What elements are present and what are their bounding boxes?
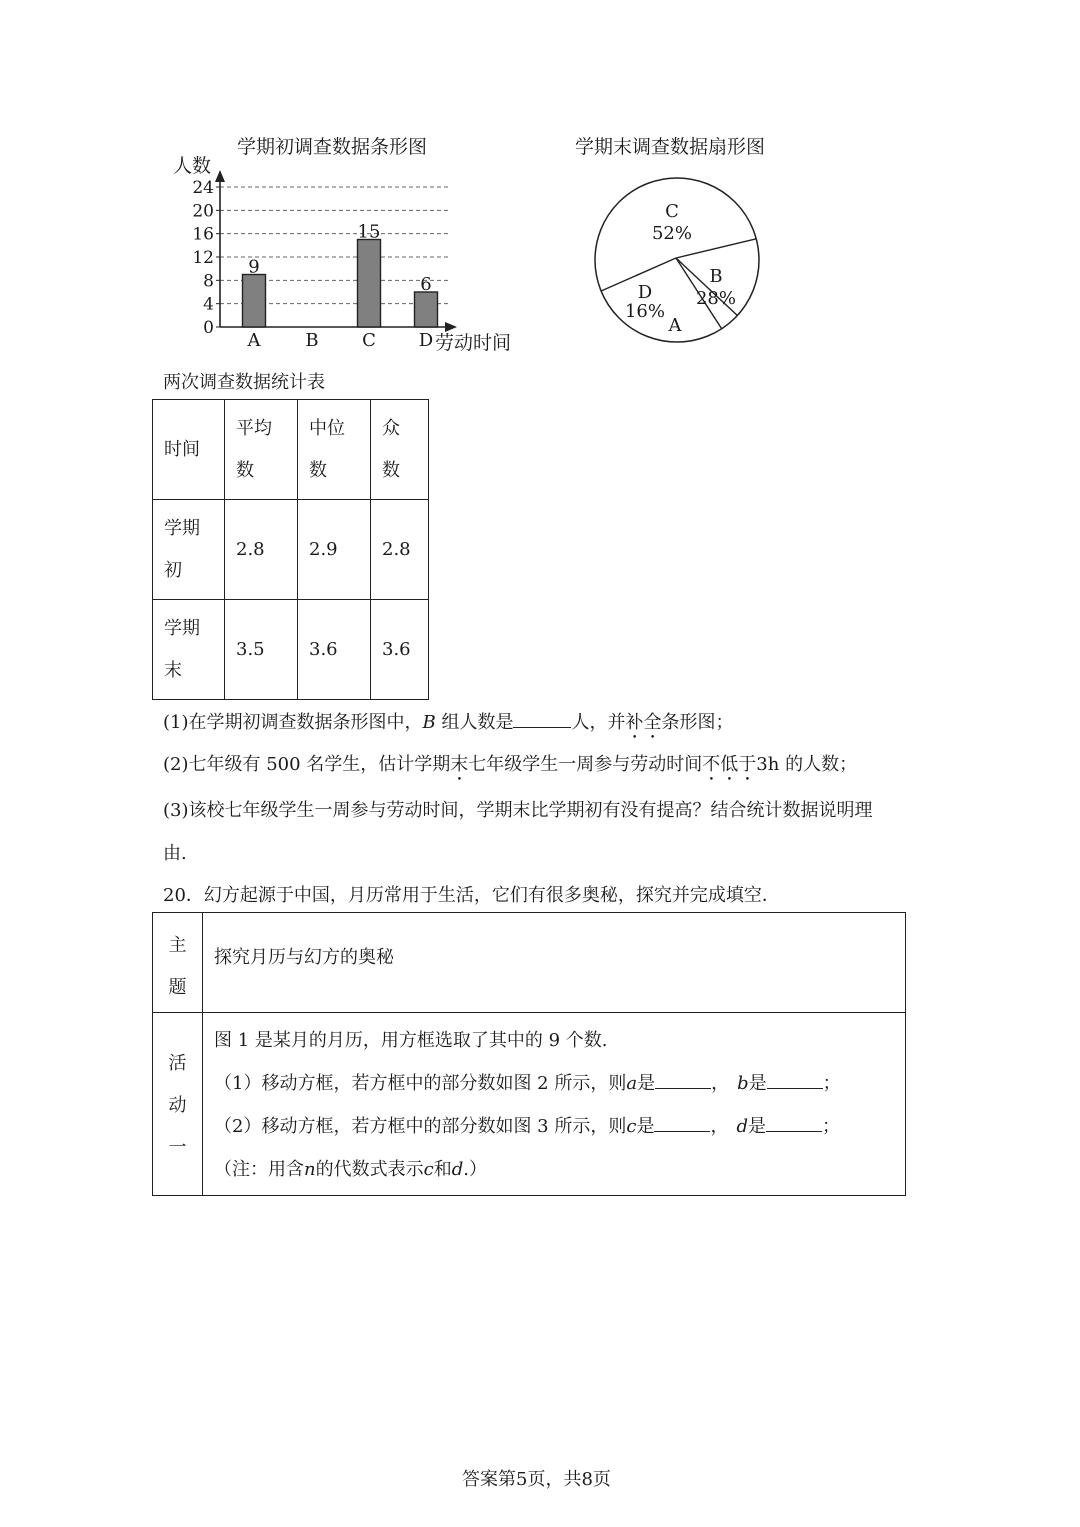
- problem-20-intro: 20．幻方起源于中国，月历常用于生活，它们有很多奥秘，探究并完成填空．: [163, 885, 780, 906]
- table-row: [153, 913, 906, 1013]
- y-tick-label: 12: [192, 248, 214, 268]
- y-tick-label: 0: [203, 318, 214, 338]
- theme-label: 主 题: [153, 913, 203, 1013]
- x-axis-arrow: [445, 322, 457, 332]
- table-row: [153, 400, 429, 500]
- y-axis-arrow: [215, 170, 225, 182]
- answer-blank[interactable]: [654, 1130, 710, 1132]
- y-tick-label: 16: [192, 224, 214, 245]
- theme-text-cell: 探究月历与幻方的奥秘: [203, 913, 906, 1013]
- table-header-cell: 平均 数: [225, 400, 298, 500]
- activity-line-4: （注：用含n的代数式表示c和d.）: [214, 1159, 487, 1180]
- data-label: 9: [248, 256, 260, 278]
- theme-table: [152, 912, 906, 1196]
- answer-blank[interactable]: [655, 1087, 711, 1089]
- y-axis-label: 人数: [173, 155, 212, 177]
- x-tick-label: B: [305, 330, 319, 351]
- answer-blank[interactable]: [766, 1130, 822, 1132]
- table-cell: 2.8: [225, 500, 298, 600]
- question-3-line-1: (3)该校七年级学生一周参与劳动时间，学期末比学期初有没有提高？结合统计数据说明理: [163, 800, 873, 821]
- data-label: 15: [357, 221, 381, 243]
- bar-chart: [165, 150, 525, 360]
- page-footer: 答案第5页，共8页: [462, 1469, 611, 1490]
- table-row: [153, 500, 429, 600]
- activity-content-cell: [203, 1013, 906, 1196]
- stats-table-caption: 两次调查数据统计表: [163, 372, 325, 393]
- pie-slice-value: 52%: [651, 223, 693, 244]
- x-axis-label: 劳动时间: [435, 332, 512, 354]
- table-row: [153, 1013, 906, 1196]
- bar: [243, 275, 266, 328]
- data-label: 6: [420, 274, 432, 295]
- table-row: [153, 600, 429, 700]
- table-cell: 3.6: [298, 600, 371, 700]
- y-tick-label: 4: [203, 294, 214, 315]
- question-3-line-2: 由.: [163, 843, 187, 864]
- question-2: (2)七年级有 500 名学生，估计学期末七年级学生一周参与劳动时间不低于3h 的人数；: [163, 754, 858, 775]
- bar: [358, 240, 381, 328]
- x-tick-label: D: [418, 330, 434, 351]
- pie-chart-title: 学期末调查数据扇形图: [575, 136, 766, 158]
- pie-chart: [585, 168, 770, 353]
- table-cell: 2.8: [371, 500, 429, 600]
- y-tick-label: 8: [203, 271, 214, 292]
- y-tick-label: 20: [192, 201, 214, 222]
- table-cell: 2.9: [298, 500, 371, 600]
- pie-slice-label: D: [637, 282, 653, 303]
- pie-slice-label: A: [668, 315, 682, 336]
- question-1: (1)在学期初调查数据条形图中，B 组人数是 人，并补全条形图；: [163, 712, 734, 733]
- stats-table: [152, 399, 429, 700]
- activity-line-3: （2）移动方框，若方框中的部分数如图 3 所示，则c是 ， d是 ；: [214, 1116, 840, 1137]
- table-cell: 3.5: [225, 600, 298, 700]
- pie-slice-label: C: [665, 201, 679, 222]
- answer-blank[interactable]: [513, 726, 571, 728]
- bar: [415, 292, 438, 327]
- table-header-cell: 众 数: [371, 400, 429, 500]
- activity-label: 活 动 一: [153, 1013, 203, 1196]
- pie-slice-value: 28%: [695, 288, 737, 309]
- table-header-cell: 中位 数: [298, 400, 371, 500]
- table-cell: 学期 末: [153, 600, 225, 700]
- table-cell: 学期 初: [153, 500, 225, 600]
- activity-line-1: 图 1 是某月的月历，用方框选取了其中的 9 个数.: [214, 1030, 608, 1051]
- table-header-cell: 时间: [153, 400, 225, 500]
- bar-chart-title: 学期初调查数据条形图: [237, 136, 428, 158]
- answer-blank[interactable]: [767, 1087, 823, 1089]
- table-cell: 3.6: [371, 600, 429, 700]
- pie-slice-label: B: [709, 266, 723, 287]
- x-tick-label: C: [362, 330, 376, 351]
- activity-line-2: （1）移动方框，若方框中的部分数如图 2 所示，则a是 ， b是 ；: [214, 1073, 841, 1094]
- y-tick-label: 24: [192, 178, 214, 198]
- pie-slice-value: 16%: [624, 301, 666, 322]
- x-tick-label: A: [247, 330, 261, 351]
